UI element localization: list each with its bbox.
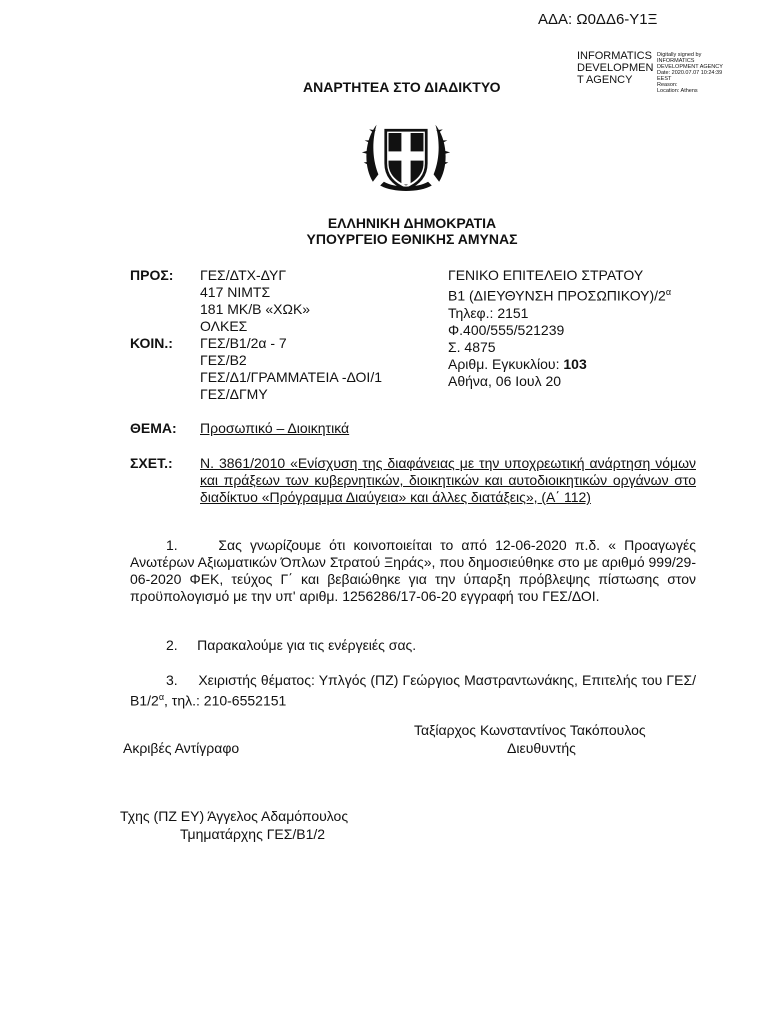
sig-detail-line: DEVELOPMENT AGENCY — [657, 64, 723, 70]
ada-code: ΑΔΑ: Ω0ΔΔ6-Υ1Ξ — [538, 11, 658, 28]
file-number: Φ.400/555/521239 — [448, 321, 565, 338]
cc-item: ΓΕΣ/Β1/2α - 7 — [200, 335, 287, 351]
paragraph-number: 2. — [166, 637, 178, 653]
sig-org-line: DEVELOPMEN — [577, 62, 654, 74]
date-label: Αθήνα, — [448, 372, 496, 389]
subject-text: Προσωπικό – Διοικητικά — [200, 420, 350, 436]
digital-signature-details — [657, 52, 723, 94]
sender-dept-text: Β1 (ΔΙΕΥΘΥΝΣΗ ΠΡΟΣΩΠΙΚΟΥ)/2 — [448, 287, 666, 304]
sig-org-line: T AGENCY — [577, 74, 633, 86]
sender-info — [448, 267, 671, 390]
cc-recipients-list — [200, 335, 382, 403]
phone-value: 2151 — [497, 304, 529, 321]
issuer-heading — [0, 215, 768, 247]
to-label: ΠΡΟΣ: — [130, 267, 174, 283]
ministry-name: ΥΠΟΥΡΓΕΙΟ ΕΘΝΙΚΗΣ ΑΜΥΝΑΣ — [306, 231, 518, 247]
circular-number — [448, 356, 671, 373]
cc-item: ΓΕΣ/ΔΓΜΥ — [200, 386, 268, 402]
recipient-item: 417 ΝΙΜΤΣ — [200, 284, 271, 300]
sig-detail-line: INFORMATICS — [657, 58, 695, 64]
document-date — [448, 373, 671, 390]
cc-item: ΓΕΣ/Δ1/ΓΡΑΜΜΑΤΕΙΑ -ΔΟΙ/1 — [200, 369, 382, 385]
online-posting-title: ΑΝΑΡΤΗΤΕΑ ΣΤΟ ΔΙΑΔΙΚΤΥΟ — [303, 79, 501, 95]
paragraph-text: Σας γνωρίζουμε ότι κοινοποιείται το από 12-06-2020 π.δ. « Προαγωγές Ανωτέρων Αξιωματικών Όπλων Στρατού Ξηράς», που δημοσιεύθηκε στο με αριθμό 999/29-06-2020 ΦΕΚ, τεύχος Γ΄ και βεβαιώθηκε για την ύπαρξη πρόβλεψης πίστωσης στον προϋπολογισμό με την υπ' αριθμ. 1256286/17-06-20 εγγραφή του ΓΕΣ/ΔΟΙ. — [130, 537, 696, 604]
reference-label: ΣΧΕΤ.: — [130, 455, 173, 471]
sig-detail-line: Date: 2020.07.07 10:24:39 — [657, 70, 723, 76]
paragraph-2 — [130, 637, 696, 654]
hellenic-republic-emblem-icon — [360, 110, 452, 202]
signer-role: Διευθυντής — [507, 740, 576, 756]
sig-detail-line: Reason: — [657, 82, 678, 88]
signer-name: Ταξίαρχος Κωνσταντίνος Τακόπουλος — [414, 722, 646, 738]
recipient-item: ΟΛΚΕΣ — [200, 318, 248, 334]
circular-value: 103 — [563, 355, 587, 372]
cc-item: ΓΕΣ/Β2 — [200, 352, 247, 368]
paragraph-text: Χειριστής θέματος: Υπλγός (ΠΖ) Γεώργιος Μαστραντωνάκης, Επιτελής του ΓΕΣ/Β1/2 — [130, 672, 697, 709]
sender-phone — [448, 305, 671, 322]
recipient-item: ΓΕΣ/ΔΤΧ-ΔΥΓ — [200, 267, 287, 283]
paragraph-sup: α — [158, 692, 165, 702]
digital-signature-org — [577, 50, 653, 86]
sender-org: ΓΕΝΙΚΟ ΕΠΙΤΕΛΕΙΟ ΣΤΡΑΤΟΥ — [448, 267, 644, 283]
s-number: Σ. 4875 — [448, 338, 496, 355]
sender-dept-sup: α — [665, 287, 672, 297]
sig-org-line: INFORMATICS — [577, 50, 652, 62]
paragraph-3 — [130, 672, 696, 710]
paragraph-number: 3. — [166, 672, 178, 688]
circular-label: Αριθμ. Εγκυκλίου: — [448, 355, 564, 372]
paragraph-1 — [130, 537, 696, 605]
subject-label: ΘΕΜΑ: — [130, 420, 177, 436]
date-value: 06 Ιουλ 20 — [495, 372, 562, 389]
true-copy-label: Ακριβές Αντίγραφο — [123, 740, 240, 756]
cc-label: ΚΟΙΝ.: — [130, 335, 173, 351]
reference-text: Ν. 3861/2010 «Ενίσχυση της διαφάνειας με την υποχρεωτική ανάρτηση νόμων και πράξεων των κυβερνητικών, διοικητικών και αυτοδιοικητικών οργάνων στο διαδίκτυο «Πρόγραμμα Διαύγεια» και άλλες διατάξεις», (Α΄ 112) — [200, 455, 696, 505]
sig-detail-line: Location: Athens — [657, 88, 698, 94]
sig-detail-line: EEST — [657, 76, 672, 82]
copy-certifier-name: Τχης (ΠΖ ΕΥ) Άγγελος Αδαμόπουλος — [120, 808, 349, 824]
to-recipients-list — [200, 267, 310, 335]
sender-dept — [448, 284, 671, 305]
paragraph-number: 1. — [166, 537, 178, 553]
recipient-item: 181 ΜΚ/Β «ΧΩΚ» — [200, 301, 311, 317]
republic-name: ΕΛΛΗΝΙΚΗ ΔΗΜΟΚΡΑΤΙΑ — [327, 215, 497, 231]
paragraph-text: Παρακαλούμε για τις ενέργειές σας. — [197, 637, 417, 653]
sig-detail-line: Digitally signed by — [657, 52, 702, 58]
copy-certifier-role: Τμηματάρχης ΓΕΣ/Β1/2 — [180, 826, 326, 842]
phone-label: Τηλεφ.: — [448, 304, 498, 321]
paragraph-text-tail: , τηλ.: 210-6552151 — [164, 692, 287, 709]
